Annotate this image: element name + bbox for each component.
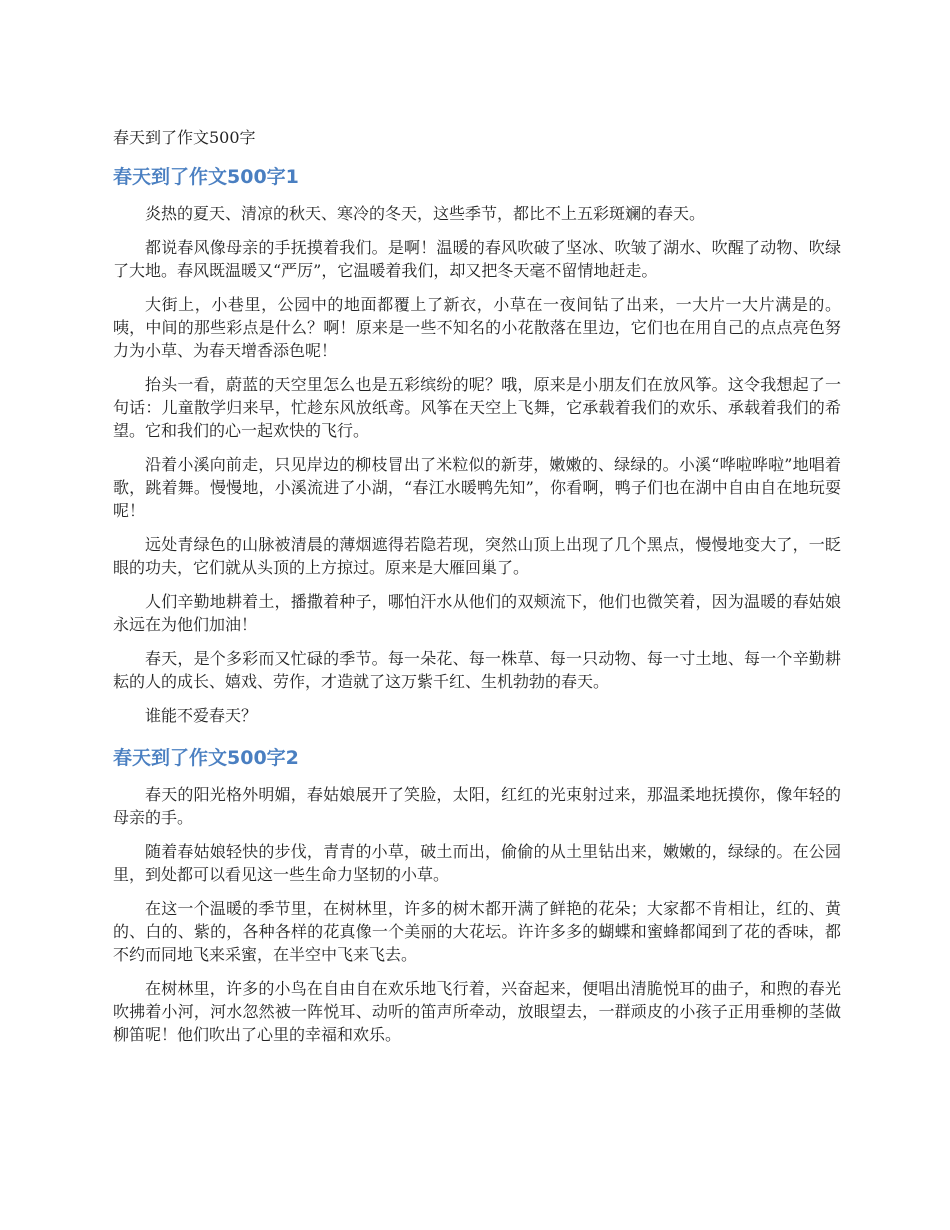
essay-section-2 — [113, 745, 841, 1046]
paragraph: 谁能不爱春天？ — [145, 706, 258, 725]
paragraph: 随着春姑娘轻快的步伐，青青的小草，破土而出，偷偷的从土里钻出来，嫩嫩的，绿绿的。在公园里，到处都可以看见这一些生命力坚韧的小草。 — [113, 842, 841, 884]
paragraph: 大街上，小巷里，公园中的地面都覆上了新衣，小草在一夜间钻了出来，一大片一大片满是的。咦，中间的那些彩点是什么？啊！原来是一些不知名的小花散落在里边，它们也在用自己的点点亮色努力为小草、为春天增香添色呢！ — [113, 295, 841, 360]
paragraph: 都说春风像母亲的手抚摸着我们。是啊！温暖的春风吹破了坚冰、吹皱了湖水、吹醒了动物、吹绿了大地。春风既温暖又“严厉”，它温暖着我们，却又把冬天毫不留情地赶走。 — [113, 238, 841, 280]
section-heading: 春天到了作文500字1 — [113, 166, 299, 188]
document-page — [113, 126, 841, 1057]
paragraph: 沿着小溪向前走，只见岸边的柳枝冒出了米粒似的新芽，嫩嫩的、绿绿的。小溪“哗啦哗啦”地唱着歌，跳着舞。慢慢地，小溪流进了小湖，“春江水暖鸭先知”，你看啊，鸭子们也在湖中自由自在地玩耍呢！ — [113, 455, 841, 520]
paragraph: 在树林里，许多的小鸟在自由自在欢乐地飞行着，兴奋起来，便唱出清脆悦耳的曲子，和煦的春光吹拂着小河，河水忽然被一阵悦耳、动听的笛声所牵动，放眼望去，一群顽皮的小孩子正用垂柳的茎做柳笛呢！他们吹出了心里的幸福和欢乐。 — [113, 979, 841, 1044]
document-title: 春天到了作文500字 — [113, 128, 256, 147]
paragraph: 在这一个温暖的季节里，在树林里，许多的树木都开满了鲜艳的花朵；大家都不肯相让，红的、黄的、白的、紫的，各种各样的花真像一个美丽的大花坛。许许多多的蝴蝶和蜜蜂都闻到了花的香味，都不约而同地飞来采蜜，在半空中飞来飞去。 — [113, 899, 841, 964]
essay-section-1 — [113, 164, 841, 727]
paragraph: 春天，是个多彩而又忙碌的季节。每一朵花、每一株草、每一只动物、每一寸土地、每一个辛勤耕耘的人的成长、嬉戏、劳作，才造就了这万紫千红、生机勃勃的春天。 — [113, 649, 841, 691]
paragraph: 炎热的夏天、清凉的秋天、寒冷的冬天，这些季节，都比不上五彩斑斓的春天。 — [145, 204, 706, 223]
section-heading: 春天到了作文500字2 — [113, 747, 299, 769]
paragraph: 春天的阳光格外明媚，春姑娘展开了笑脸，太阳，红红的光束射过来，那温柔地抚摸你，像年轻的母亲的手。 — [113, 785, 841, 827]
paragraph: 人们辛勤地耕着土，播撒着种子，哪怕汗水从他们的双颊流下，他们也微笑着，因为温暖的春姑娘永远在为他们加油！ — [113, 592, 841, 634]
paragraph: 远处青绿色的山脉被清晨的薄烟遮得若隐若现，突然山顶上出现了几个黑点，慢慢地变大了，一眨眼的功夫，它们就从头顶的上方掠过。原来是大雁回巢了。 — [113, 535, 841, 577]
paragraph: 抬头一看，蔚蓝的天空里怎么也是五彩缤纷的呢？哦，原来是小朋友们在放风筝。这令我想起了一句话：儿童散学归来早，忙趁东风放纸鸢。风筝在天空上飞舞，它承载着我们的欢乐、承载着我们的希望。它和我们的心一起欢快的飞行。 — [113, 375, 841, 440]
